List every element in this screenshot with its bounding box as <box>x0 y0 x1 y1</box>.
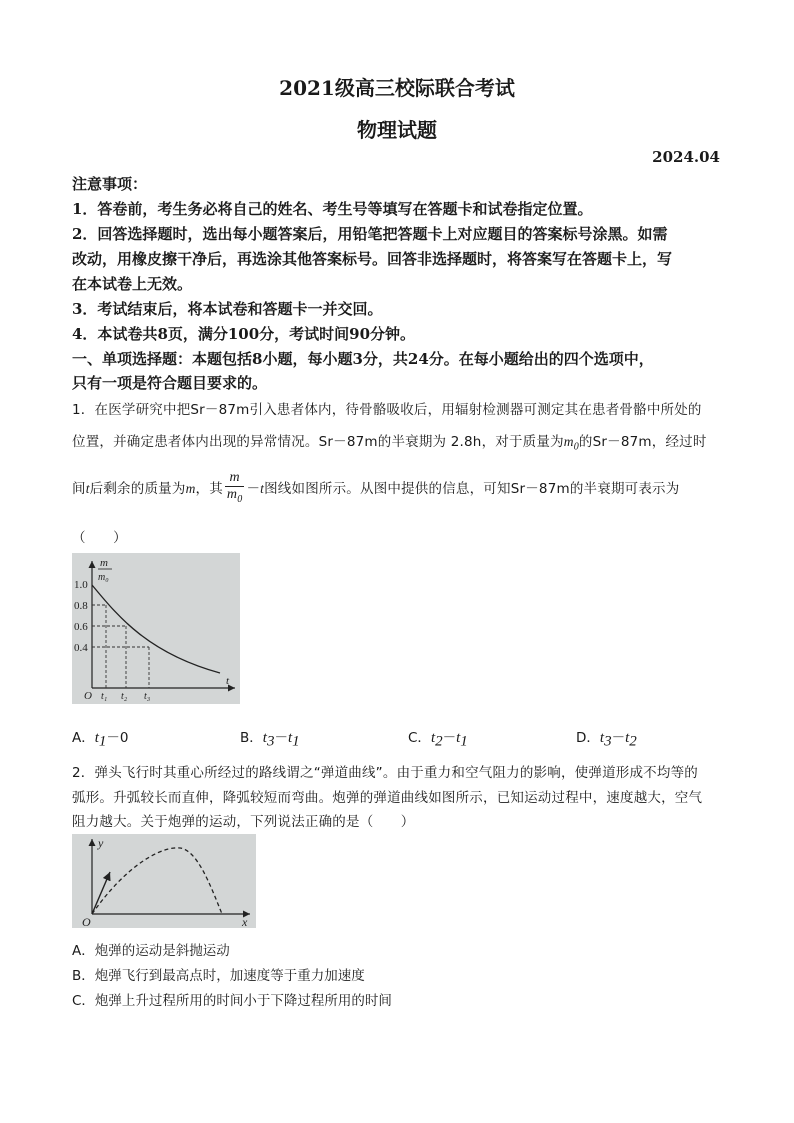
q1-option-c[interactable]: C．$t_2-t_1$ <box>408 730 468 750</box>
q1-decay-graph <box>72 553 240 704</box>
q1-xaxis-label: t <box>226 675 230 687</box>
note-item-2-line-1: 2．回答选择题时，选出每小题答案后，用铅笔把答题卡上对应题目的答案标号涂黑。如需 <box>72 225 668 243</box>
q2-line-1: 2．弹头飞行时其重心所经过的路线谓之“弹道曲线”。由于重力和空气阻力的影响，使弹道形成不均等的 <box>72 765 698 781</box>
note-item-2-line-3: 在本试卷上无效。 <box>72 275 193 293</box>
section-heading-line-1: 一、单项选择题：本题包括8小题，每小题3分，共24分。在每小题给出的四个选项中， <box>72 350 654 368</box>
q1-line-3: 间t后剩余的质量为m，其 $\frac{m}{m_0}$ －t图线如图所示。从图中提供的信息，可知Sr－87m的半衰期可表示为 <box>72 470 679 512</box>
q2-option-c[interactable]: C．炮弹上升过程所用的时间小于下降过程所用的时间 <box>72 993 392 1009</box>
q2-option-a[interactable]: A．炮弹的运动是斜抛运动 <box>72 943 230 959</box>
q1-graph-svg <box>72 553 240 704</box>
note-item-3: 3．考试结束后，将本试卷和答题卡一并交回。 <box>72 300 383 318</box>
note-item-2-line-2: 改动，用橡皮擦干净后，再选涂其他答案标号。回答非选择题时，将答案写在答题卡上，写 <box>72 250 673 268</box>
q1-option-a[interactable]: A．$t_1-0$ <box>72 730 129 750</box>
notes-heading: 注意事项： <box>72 175 148 193</box>
q1-decay-curve <box>92 585 220 673</box>
q1-ylabel-den: m₀ <box>98 572 109 583</box>
q2-line-2: 弧形。升弧较长而直伸，降弧较短而弯曲。炮弹的弹道曲线如图所示，已知运动过程中，速度越大，空气 <box>72 790 703 806</box>
q2-trajectory-curve <box>92 848 222 914</box>
q2-xaxis-label: x <box>242 915 248 928</box>
q1-ytick-2: 0.8 <box>74 600 88 612</box>
q1-xtick-t1: t₁ <box>101 691 108 702</box>
q1-line-2-text-b: 的Sr－87m，经过时 <box>578 434 707 450</box>
q1-answer-bracket: （ ） <box>72 530 127 546</box>
q2-origin: O <box>82 915 91 928</box>
q1-xtick-t2: t₂ <box>121 691 128 702</box>
section-heading-line-2: 只有一项是符合题目要求的。 <box>72 374 268 392</box>
q2-line-3: 阻力越大。关于炮弹的运动，下列说法正确的是（ ） <box>72 814 415 830</box>
q2-velocity-arrow <box>92 872 110 914</box>
q1-option-d[interactable]: D．$t_3-t_2$ <box>576 730 637 750</box>
q1-option-b[interactable]: B．$t_3-t_1$ <box>240 730 300 750</box>
q2-option-b[interactable]: B．炮弹飞行到最高点时，加速度等于重力加速度 <box>72 968 365 984</box>
q1-fraction: $\frac{m}{m_0}$ <box>226 470 243 505</box>
q2-trajectory-graph <box>72 834 256 928</box>
exam-date: 2024.04 <box>652 148 720 166</box>
exam-title: 2021级高三校际联合考试 <box>279 76 515 100</box>
note-item-4: 4．本试卷共8页，满分100分，考试时间90分钟。 <box>72 325 416 343</box>
q1-line-1: 1．在医学研究中把Sr－87m引入患者体内，待骨骼吸收后，用辐射检测器可测定其在患者骨骼中所处的 <box>72 402 702 418</box>
q1-xtick-t3: t₃ <box>144 691 151 702</box>
q1-ytick-1: 1.0 <box>74 579 88 591</box>
q1-ylabel-num: m <box>100 557 108 569</box>
note-item-1: 1．答卷前，考生务必将自己的姓名、考生号等填写在答题卡和试卷指定位置。 <box>72 200 593 218</box>
q2-yaxis-label: y <box>98 836 104 850</box>
q1-m0-symbol: $m_0$ <box>563 434 579 453</box>
q1-line-2 <box>72 430 707 453</box>
q1-line-2-text-a: 位置，并确定患者体内出现的异常情况。Sr－87m的半衰期为 2.8h，对于质量为 <box>72 434 564 450</box>
exam-subtitle: 物理试题 <box>357 118 437 142</box>
q1-ytick-3: 0.6 <box>74 621 88 633</box>
q2-graph-svg <box>72 834 256 928</box>
q1-origin: O <box>84 690 92 702</box>
q1-ytick-4: 0.4 <box>74 642 88 654</box>
